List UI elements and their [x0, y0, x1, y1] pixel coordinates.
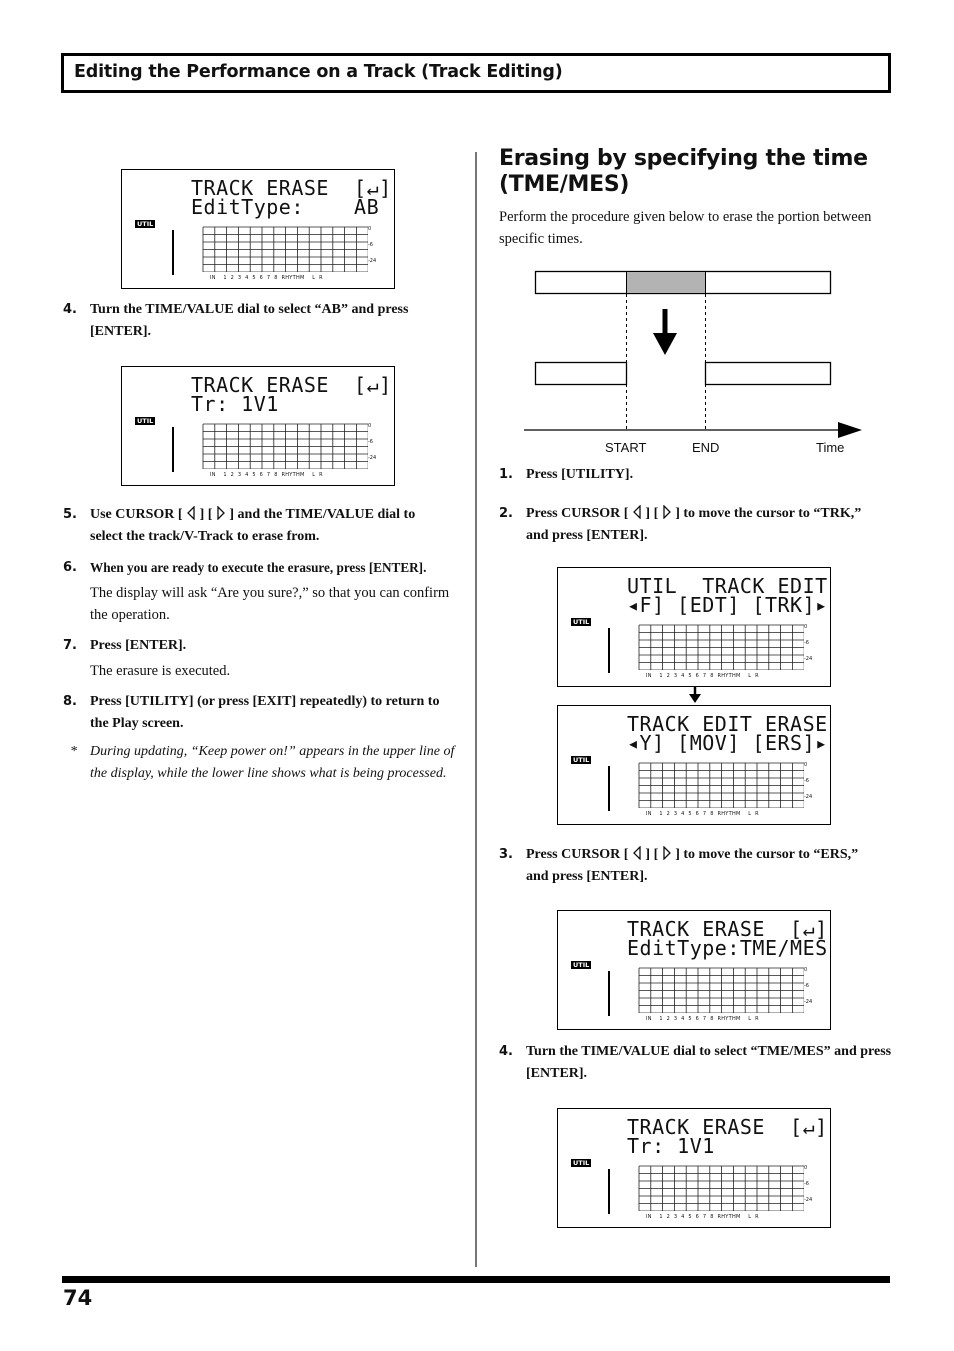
lcd-line-2: EditType:TME/MES — [627, 936, 828, 960]
step-number: 5. — [63, 507, 77, 522]
step-text — [90, 504, 460, 548]
channel-labels: IN 1 2 3 4 5 6 7 8 RHYTHM L R — [646, 811, 759, 817]
step-text-a: Press CURSOR [ — [526, 506, 629, 521]
level-meter-grid — [202, 226, 368, 272]
step-number: 3. — [499, 847, 513, 862]
column-divider — [475, 152, 477, 1267]
note-mark: * — [70, 744, 77, 759]
time-label: Time — [816, 440, 845, 455]
scale-6: -6 — [804, 983, 809, 989]
lcd-display — [557, 705, 831, 825]
step-text-d: and press [ENTER]. — [526, 528, 648, 543]
util-indicator: UTIL — [137, 220, 154, 228]
cursor-left-icon — [632, 846, 642, 860]
step-text-b: ] [ — [645, 506, 659, 521]
scale-0: 0 — [368, 423, 372, 429]
scale-6: -6 — [368, 439, 373, 445]
step-text-a: Use CURSOR [ — [90, 507, 183, 522]
lcd-display — [557, 567, 831, 687]
lcd-display — [557, 1108, 831, 1228]
step-text: Press [ENTER]. — [90, 638, 187, 653]
channel-labels: IN 1 2 3 4 5 6 7 8 RHYTHM L R — [646, 673, 759, 679]
note-text: During updating, “Keep power on!” appears in the upper line of the display, while the lower line shows what is being processed. — [90, 744, 455, 781]
erase-time-diagram — [520, 265, 870, 465]
scale-24: -24 — [804, 794, 813, 800]
util-indicator: UTIL — [573, 756, 590, 764]
lcd-line-1: TRACK ERASE [↵] — [191, 176, 392, 200]
after-track-bar-left — [536, 363, 627, 385]
body-text: The display will ask “Are you sure?,” so that you can confirm the operation. — [90, 585, 450, 623]
scale-24: -24 — [368, 455, 377, 461]
step-text-c: ] to move the cursor to “ERS,” — [675, 847, 859, 862]
level-meter-grid — [638, 967, 804, 1013]
scale-0: 0 — [804, 967, 808, 973]
intro-text: Perform the procedure given below to erase the portion between specific times. — [499, 209, 872, 247]
step-text: When you are ready to execute the erasure, press [ENTER]. — [90, 560, 427, 575]
cursor-right-icon — [216, 506, 226, 520]
util-indicator: UTIL — [573, 618, 590, 626]
level-bar — [608, 1169, 610, 1214]
step-text: Turn the TIME/VALUE dial to select “TME/MES” and press [ENTER]. — [526, 1044, 892, 1081]
erased-region — [627, 272, 705, 293]
lcd-line-1: UTIL TRACK EDIT — [627, 574, 828, 598]
step-number: 8. — [63, 694, 77, 709]
step-text-c: ] to move the cursor to “TRK,” — [675, 506, 862, 521]
step-text-d: and press [ENTER]. — [526, 869, 648, 884]
step-text-d: select the track/V-Track to erase from. — [90, 529, 320, 544]
level-meter-grid — [202, 423, 368, 469]
step-number: 2. — [499, 506, 513, 521]
level-bar — [608, 766, 610, 811]
lcd-line-2: EditType: AB — [191, 195, 380, 219]
step-text-b: ] [ — [645, 847, 659, 862]
section-heading: Erasing by specifying the time (TME/MES) — [499, 146, 868, 197]
step-text: Press [UTILITY] (or press [EXIT] repeatedly) to return to the Play screen. — [90, 694, 440, 731]
channel-labels: IN 1 2 3 4 5 6 7 8 RHYTHM L R — [210, 472, 323, 478]
cursor-left-icon — [186, 506, 196, 520]
step-number: 7. — [63, 638, 77, 653]
step-text-c: ] and the TIME/VALUE dial to — [229, 507, 416, 522]
level-bar — [172, 230, 174, 275]
step-text — [526, 503, 896, 547]
level-bar — [608, 628, 610, 673]
lcd-line-2: ◂Y] [MOV] [ERS]▸ — [627, 731, 828, 755]
level-bar — [608, 971, 610, 1016]
channel-labels: IN 1 2 3 4 5 6 7 8 RHYTHM L R — [646, 1016, 759, 1022]
lcd-line-2: Tr: 1V1 — [627, 1134, 715, 1158]
level-meter-grid — [638, 1165, 804, 1211]
after-track-bar-right — [706, 363, 831, 385]
page-number: 74 — [63, 1286, 93, 1310]
util-indicator: UTIL — [573, 961, 590, 969]
scale-0: 0 — [368, 226, 372, 232]
step-number: 4. — [499, 1044, 513, 1059]
step-number: 6. — [63, 560, 77, 575]
lcd-display — [557, 910, 831, 1030]
lcd-line-1: TRACK EDIT ERASE — [627, 712, 828, 736]
lcd-display — [121, 169, 395, 289]
channel-labels: IN 1 2 3 4 5 6 7 8 RHYTHM L R — [646, 1214, 759, 1220]
scale-6: -6 — [368, 242, 373, 248]
step-number: 4. — [63, 302, 77, 317]
end-label: END — [692, 440, 720, 455]
footer-rule — [62, 1276, 890, 1283]
lcd-line-1: TRACK ERASE [↵] — [627, 1115, 828, 1139]
step-text-a: Press CURSOR [ — [526, 847, 629, 862]
scale-24: -24 — [368, 258, 377, 264]
scale-6: -6 — [804, 778, 809, 784]
util-indicator: UTIL — [573, 1159, 590, 1167]
level-meter-grid — [638, 762, 804, 808]
step-text: Turn the TIME/VALUE dial to select “AB” and press [ENTER]. — [90, 302, 409, 339]
step-number: 1. — [499, 467, 513, 482]
scale-0: 0 — [804, 624, 808, 630]
scale-24: -24 — [804, 656, 813, 662]
scale-6: -6 — [804, 1181, 809, 1187]
cursor-right-icon — [662, 846, 672, 860]
scale-6: -6 — [804, 640, 809, 646]
time-arrow-icon — [838, 422, 862, 438]
scale-24: -24 — [804, 1197, 813, 1203]
scale-0: 0 — [804, 1165, 808, 1171]
lcd-line-1: TRACK ERASE [↵] — [191, 373, 392, 397]
util-indicator: UTIL — [137, 417, 154, 425]
step-text — [526, 844, 896, 888]
lcd-display — [121, 366, 395, 486]
lcd-line-2: Tr: 1V1 — [191, 392, 279, 416]
step-text: Press [UTILITY]. — [526, 467, 634, 482]
start-label: START — [605, 440, 647, 455]
section-title: Editing the Performance on a Track (Track Editing) — [74, 62, 563, 82]
level-bar — [172, 427, 174, 472]
cursor-right-icon — [662, 505, 672, 519]
body-text: The erasure is executed. — [90, 663, 231, 679]
scale-24: -24 — [804, 999, 813, 1005]
lcd-line-2: ◂F] [EDT] [TRK]▸ — [627, 593, 828, 617]
scale-0: 0 — [804, 762, 808, 768]
level-meter-grid — [638, 624, 804, 670]
down-arrow-icon — [686, 687, 704, 705]
channel-labels: IN 1 2 3 4 5 6 7 8 RHYTHM L R — [210, 275, 323, 281]
cursor-left-icon — [632, 505, 642, 519]
section-header — [61, 53, 891, 93]
lcd-line-1: TRACK ERASE [↵] — [627, 917, 828, 941]
step-text-b: ] [ — [199, 507, 213, 522]
